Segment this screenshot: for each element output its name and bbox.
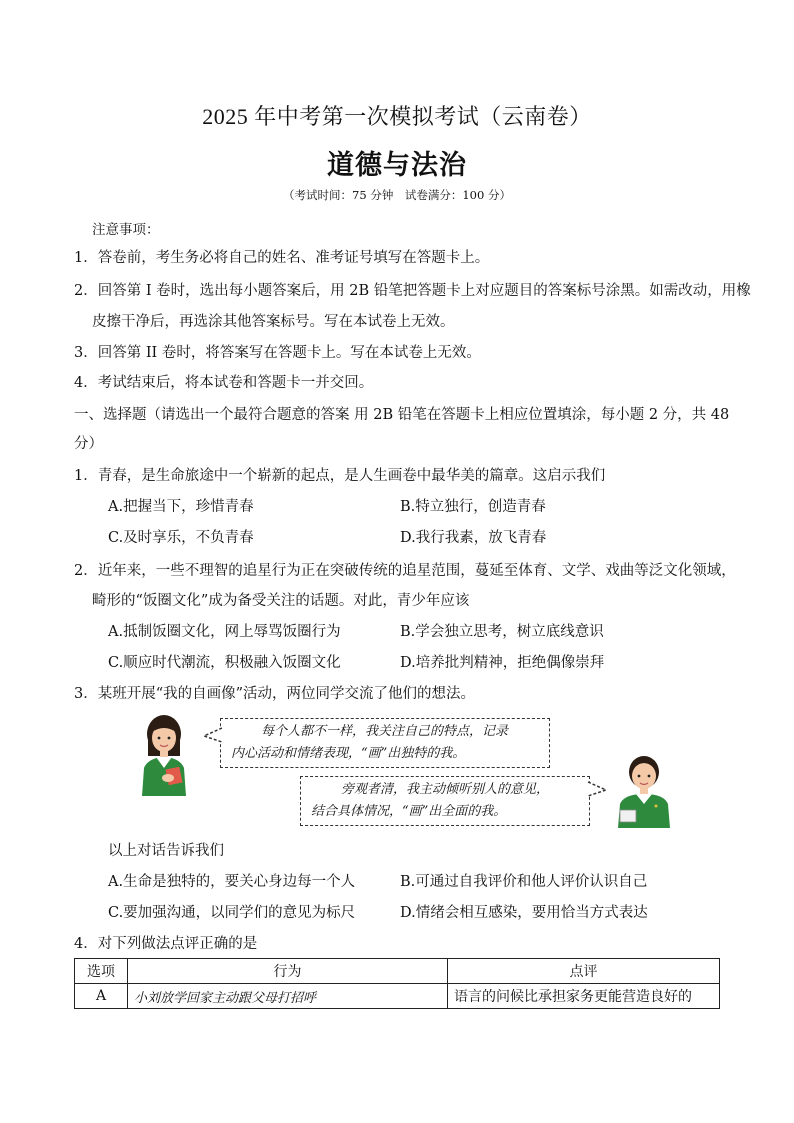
q1-option-b: B.特立独行，创造青春 [400, 499, 546, 515]
column-header: 选项 [75, 959, 128, 984]
table-cell: 小刘放学回家主动跟父母打招呼 [128, 984, 448, 1009]
note-item: 2．回答第 I 卷时，选出每小题答案后，用 2B 铅笔把答题卡上对应题目的答案标号涂黑。如需改动，用橡 [74, 283, 751, 299]
q1-option-c: C.及时享乐，不负青春 [108, 530, 254, 546]
exam-title: 2025 年中考第一次模拟考试（云南卷） [202, 104, 592, 129]
q2-option-d: D.培养批判精神，拒绝偶像崇拜 [400, 655, 605, 671]
speech-line: 旁观者清，我主动倾听别人的意见， [341, 782, 550, 797]
speech-line: 每个人都不一样，我关注自己的特点，记录 [261, 724, 509, 739]
note-item: 1．答卷前，考生务必将自己的姓名、准考证号填写在答题卡上。 [74, 250, 490, 266]
q3-option-a: A.生命是独特的，要关心身边每一个人 [108, 874, 356, 890]
question-4-stem: 4．对下列做法点评正确的是 [74, 936, 258, 952]
note-item: 皮擦干净后，再选涂其他答案标号。写在本试卷上无效。 [92, 314, 455, 330]
q1-option-a: A.把握当下，珍惜青春 [108, 499, 254, 515]
q2-option-c: C.顺应时代潮流，积极融入饭圈文化 [108, 655, 341, 671]
table-header-row [75, 959, 720, 984]
notes-heading: 注意事项： [92, 222, 160, 238]
speech-line: 内心活动和情绪表现，“画”出独特的我。 [231, 746, 466, 761]
column-header: 行为 [128, 959, 448, 984]
note-item: 3．回答第 II 卷时，将答案写在答题卡上。写在本试卷上无效。 [74, 345, 481, 361]
girl-speech-bubble [220, 718, 550, 768]
question-2-stem-cont: 畸形的“饭圈文化”成为备受关注的话题。对此，青少年应该 [92, 593, 470, 609]
question-2-stem: 2．近年来，一些不理智的追星行为正在突破传统的追星范围，蔓延至体育、文学、戏曲等泛文化领域， [74, 563, 736, 579]
q3-option-c: C.要加强沟通，以同学们的意见为标尺 [108, 905, 356, 921]
section-heading: 一、选择题（请选出一个最符合题意的答案 用 2B 铅笔在答题卡上相应位置填涂，每小题 2 分，共 48 [74, 407, 730, 423]
subject-title: 道德与法治 [327, 150, 467, 181]
question-1-stem: 1．青春，是生命旅途中一个崭新的起点，是人生画卷中最华美的篇章。这启示我们 [74, 468, 606, 484]
speech-tail [202, 726, 224, 744]
q3-question: 以上对话告诉我们 [108, 843, 224, 859]
table-row [75, 984, 720, 1009]
boy-speech-bubble [300, 776, 590, 826]
section-heading-cont: 分） [74, 436, 103, 452]
q2-option-b: B.学会独立思考，树立底线意识 [400, 624, 604, 640]
column-header: 点评 [448, 959, 720, 984]
q4-table [74, 958, 720, 1009]
table-cell: 语言的问候比承担家务更能营造良好的 [448, 984, 720, 1009]
q1-option-d: D.我行我素，放飞青春 [400, 530, 547, 546]
exam-info: （考试时间：75 分钟 试卷满分：100 分） [283, 188, 511, 202]
q3-option-d: D.情绪会相互感染，要用恰当方式表达 [400, 905, 648, 921]
q2-option-a: A.抵制饭圈文化，网上辱骂饭圈行为 [108, 624, 341, 640]
speech-line: 结合具体情况，“画”出全面的我。 [311, 804, 507, 819]
speech-tail [586, 780, 608, 798]
table-cell: A [75, 984, 128, 1009]
boy-student-illustration [610, 752, 678, 828]
girl-student-illustration [134, 712, 198, 796]
question-3-stem: 3．某班开展“我的自画像”活动，两位同学交流了他们的想法。 [74, 686, 476, 702]
q3-option-b: B.可通过自我评价和他人评价认识自己 [400, 874, 648, 890]
note-item: 4．考试结束后，将本试卷和答题卡一并交回。 [74, 375, 374, 391]
